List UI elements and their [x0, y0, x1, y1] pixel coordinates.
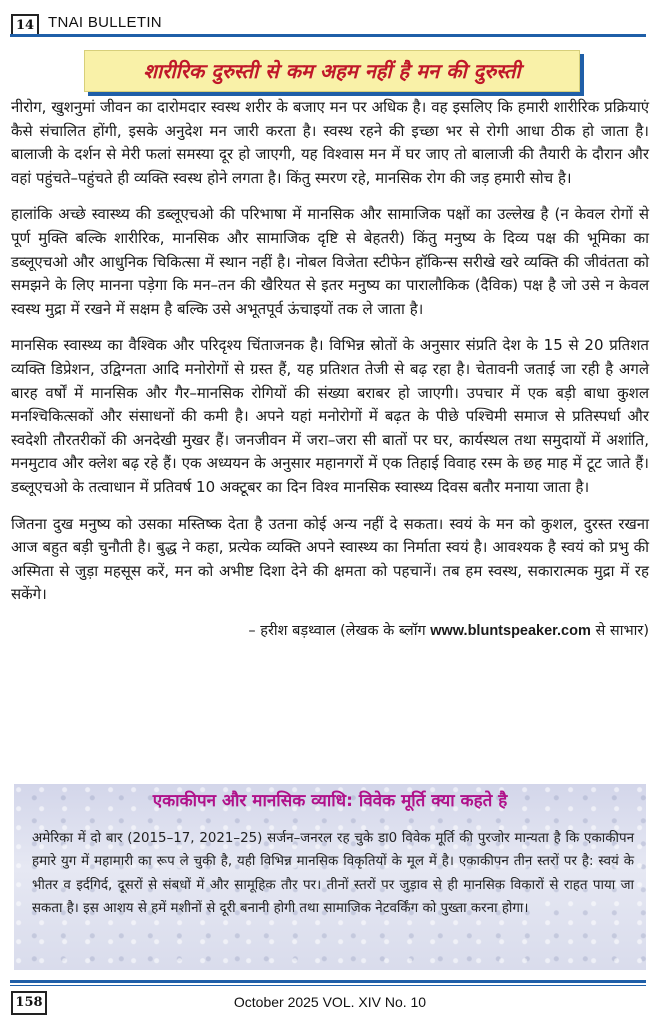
- header-rule: [10, 34, 646, 37]
- article-paragraph-4: जितना दुख मनुष्य को उसका मस्तिष्क देता है उतना कोई अन्य नहीं दे सकता। स्वयं के मन को कुशल, दुरस्त रखना आज बहुत बड़ी चुनौती है। बुद्ध ने कहा, प्रत्येक व्यक्ति अपने स्वास्थ्य का निर्माता स्वयं है। आवश्यक है स्वयं को प्रभु की अस्मिता से जुड़ा महसूस करें, मन को अभीष्ट दिशा देने की क्षमता को पहचानें। तब हम स्वस्थ, सकारात्मक मुद्रा में रह सकेंगे।: [11, 514, 649, 604]
- article-title: शारीरिक दुरुस्ती से कम अहम नहीं है मन की दुरुस्ती: [143, 59, 521, 83]
- sidebar-box: [14, 784, 646, 970]
- article-title-banner: [84, 50, 580, 92]
- footer-rule: [10, 980, 646, 983]
- header-page-number: 14: [11, 14, 39, 37]
- credit-link[interactable]: www.bluntspeaker.com: [430, 622, 591, 639]
- sidebar-box-text: अमेरिका में दो बार (2015–17, 2021–25) सर्जन–जनरल रह चुके डा0 विवेक मूर्ति की पुरजोर मान्यता है कि एकाकीपन हमारे युग में महामारी का रूप ले चुकी है, यही विभिन्न मानसिक विकृतियों के मूल में है। एकाकीपन तीन स्तरों पर है: स्वयं के भीतर व इर्दगिर्द, दूसरों से संबधों में और सामूहिक तौर पर। तीनों स्तरों पर जुड़ाव से ही मानसिक विकारों से राहत पाया जा सकता है। इस आशय से हमें मशीनों से दूरी बनानी होगी तथा सामाजिक नेटवर्किंग को पुख्ता करना होगा।: [32, 831, 634, 917]
- footer-rule-thin: [10, 985, 646, 986]
- sidebar-box-title: एकाकीपन और मानसिक व्याधि: विवेक मूर्ति क्या कहते है: [152, 791, 508, 811]
- header-title: TNAI BULLETIN: [48, 14, 162, 31]
- article-paragraph-1: नीरोग, खुशनुमां जीवन का दारोमदार स्वस्थ शरीर के बजाए मन पर अधिक है। वह इसलिए कि हमारी शारीरिक प्रक्रियाएं कैसे संचालित होंगी, इसके अनुदेश मन जारी करता है। स्वस्थ रहने की इच्छा भर से रोगी आधा ठीक हो जाता है। बालाजी के दर्शन से मेरी फलां समस्या दूर हो जाएगी, यह विश्वास मन में घर जाए तो बालाजी की तैयारी के दौरान और वहां पहुंचते–पहुंचते ही व्यक्ति स्वस्थ होने लगता है। किंतु स्मरण रहे, मानसिक रोग की जड़ हमारी सोच है।: [11, 98, 649, 187]
- article-credit: [11, 620, 649, 644]
- footer-page-number: 158: [11, 991, 47, 1015]
- footer-issue: October 2025 VOL. XIV No. 10: [233, 994, 427, 1010]
- article-paragraph-3: मानसिक स्वास्थ्य का वैश्विक और परिदृश्य चिंताजनक है। विभिन्न स्रोतों के अनुसार संप्रति देश के 15 से 20 प्रतिशत व्यक्ति डिप्रेशन, उद्विग्नता आदि मनोरोगों से ग्रस्त हैं, यह प्रतिशत तेजी से बढ़ रहा है। चेतावनी जताई जा रही है अगले बारह वर्षों में मानसिक और गैर–मानसिक रोगियों की संख्या बराबर हो जाएगी। उपचार में एक बड़ी बाधा कुशल मनश्चिकित्सकों और संसाधनों की कमी है। अपने यहां मनोरोगों में बढ़त के पीछे पश्चिमी समाज से प्रतिस्पर्धा और स्वदेशी तौरतरीकों की अनदेखी मुखर हैं। जनजीवन में जरा–जरा सी बातों पर घर, कार्यस्थल तथा समुदायों में अशांति, मनमुटाव और क्लेश बढ़ रहे हैं। एक अध्ययन के अनुसार महानगरों में एक तिहाई विवाह रस्म के छह माह में टूट जाते हैं। डब्लूएचओ के तत्वाधान में प्रतिवर्ष 10 अक्टूबर का दिन विश्व मानसिक स्वास्थ्य दिवस बतौर मनाया जाता है।: [11, 336, 649, 496]
- credit-suffix: से साभार): [590, 622, 649, 639]
- credit-author: – हरीश बड़थ्वाल (लेखक के ब्लॉग: [248, 622, 431, 639]
- article-paragraph-2: हालांकि अच्छे स्वास्थ्य की डब्लूएचओ की परिभाषा में मानसिक और सामाजिक पक्षों का उल्लेख है (न केवल रोगों से पूर्ण मुक्ति बल्कि शारीरिक, मानसिक और सामाजिक दृष्टि से बेहतरी) किंतु मनुष्य के दिव्य पक्ष की भूमिका का डब्लूएचओ और आधुनिक चिकित्सा में स्थान नहीं है। नोबल विजेता स्टीफेन हॉकिन्स सरीखे खरे व्यक्ति की जीवंतता को समझने के लिए मानना पड़ेगा कि मन–तन की खैरियत से इतर मनुष्य का पारालौकिक (दैविक) पक्ष है जो उसे न केवल स्वस्थ मुद्रा में रखने में सक्षम है बल्कि उसे अभूतपूर्व ऊंचाइयों तक ले जाता है।: [11, 205, 649, 318]
- article-body: [11, 96, 649, 656]
